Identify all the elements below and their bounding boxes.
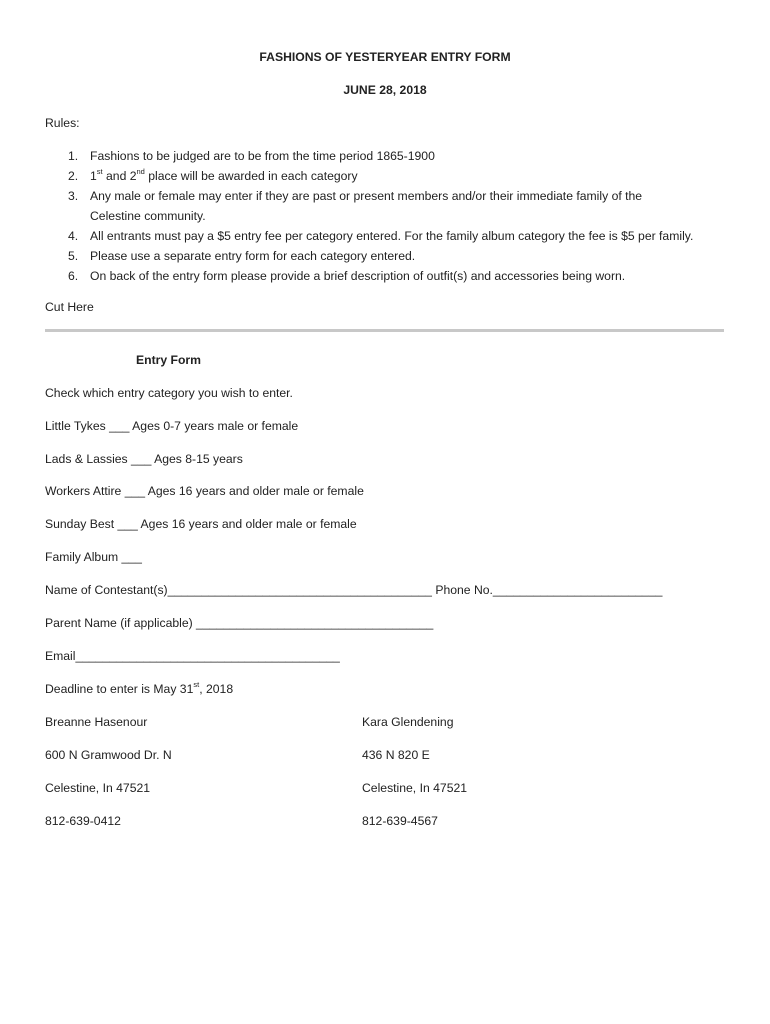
cut-here-label: Cut Here — [45, 300, 94, 314]
contact-address: 436 N 820 E — [362, 748, 430, 762]
category-workers-attire[interactable]: Workers Attire ___ Ages 16 years and older male or female — [45, 484, 364, 498]
rule-text: Any male or female may enter if they are past or present members and/or their immediate family of the — [90, 189, 643, 203]
category-sunday-best[interactable]: Sunday Best ___ Ages 16 years and older male or female — [45, 517, 357, 531]
contact-city: Celestine, In 47521 — [45, 781, 151, 795]
contact-name: Breanne Hasenour — [45, 715, 148, 729]
rule-item — [45, 146, 735, 166]
category-little-tykes[interactable]: Little Tykes ___ Ages 0-7 years male or female — [45, 419, 299, 433]
parent-name-field[interactable]: Parent Name (if applicable) ___________________________________ — [45, 616, 434, 630]
rule-item — [45, 246, 735, 266]
contact-city: Celestine, In 47521 — [362, 781, 468, 795]
rule-text: 1st and 2nd place will be awarded in each category — [90, 166, 358, 183]
cut-divider — [45, 329, 724, 332]
rule-text-continued: Celestine community. — [90, 209, 206, 223]
rule-number: 2. — [68, 169, 79, 183]
rule-item — [45, 166, 735, 186]
rule-item — [45, 266, 735, 286]
rule-text: All entrants must pay a $5 entry fee per category entered. For the family album category the fee is $5 per family. — [90, 229, 694, 243]
rule-item — [45, 226, 735, 246]
entry-instruction: Check which entry category you wish to enter. — [45, 386, 293, 400]
email-field[interactable]: Email_______________________________________ — [45, 649, 340, 663]
contact-name: Kara Glendening — [362, 715, 454, 729]
category-family-album[interactable]: Family Album ___ — [45, 550, 142, 564]
rule-number: 5. — [68, 249, 79, 263]
rule-text: Fashions to be judged are to be from the time period 1865-1900 — [90, 149, 435, 163]
contact-address: 600 N Gramwood Dr. N — [45, 748, 172, 762]
contact-phone: 812-639-0412 — [45, 814, 121, 828]
document-title: FASHIONS OF YESTERYEAR ENTRY FORM — [259, 50, 511, 64]
deadline-text: Deadline to enter is May 31st, 2018 — [45, 679, 234, 696]
document-date: JUNE 28, 2018 — [343, 83, 427, 97]
rule-number: 6. — [68, 269, 79, 283]
rule-number: 4. — [68, 229, 79, 243]
entry-form-heading: Entry Form — [136, 353, 202, 367]
contestant-name-phone-field[interactable]: Name of Contestant(s)_______________________________________ Phone No._________________________ — [45, 583, 663, 597]
rules-list — [45, 146, 735, 286]
rule-text: On back of the entry form please provide a brief description of outfit(s) and accessories being worn. — [90, 269, 626, 283]
rule-number: 3. — [68, 189, 79, 203]
contact-phone: 812-639-4567 — [362, 814, 438, 828]
rule-number: 1. — [68, 149, 79, 163]
rule-text: Please use a separate entry form for each category entered. — [90, 249, 416, 263]
rules-label: Rules: — [45, 116, 80, 130]
rule-item — [45, 186, 735, 226]
category-lads-lassies[interactable]: Lads & Lassies ___ Ages 8-15 years — [45, 452, 243, 466]
